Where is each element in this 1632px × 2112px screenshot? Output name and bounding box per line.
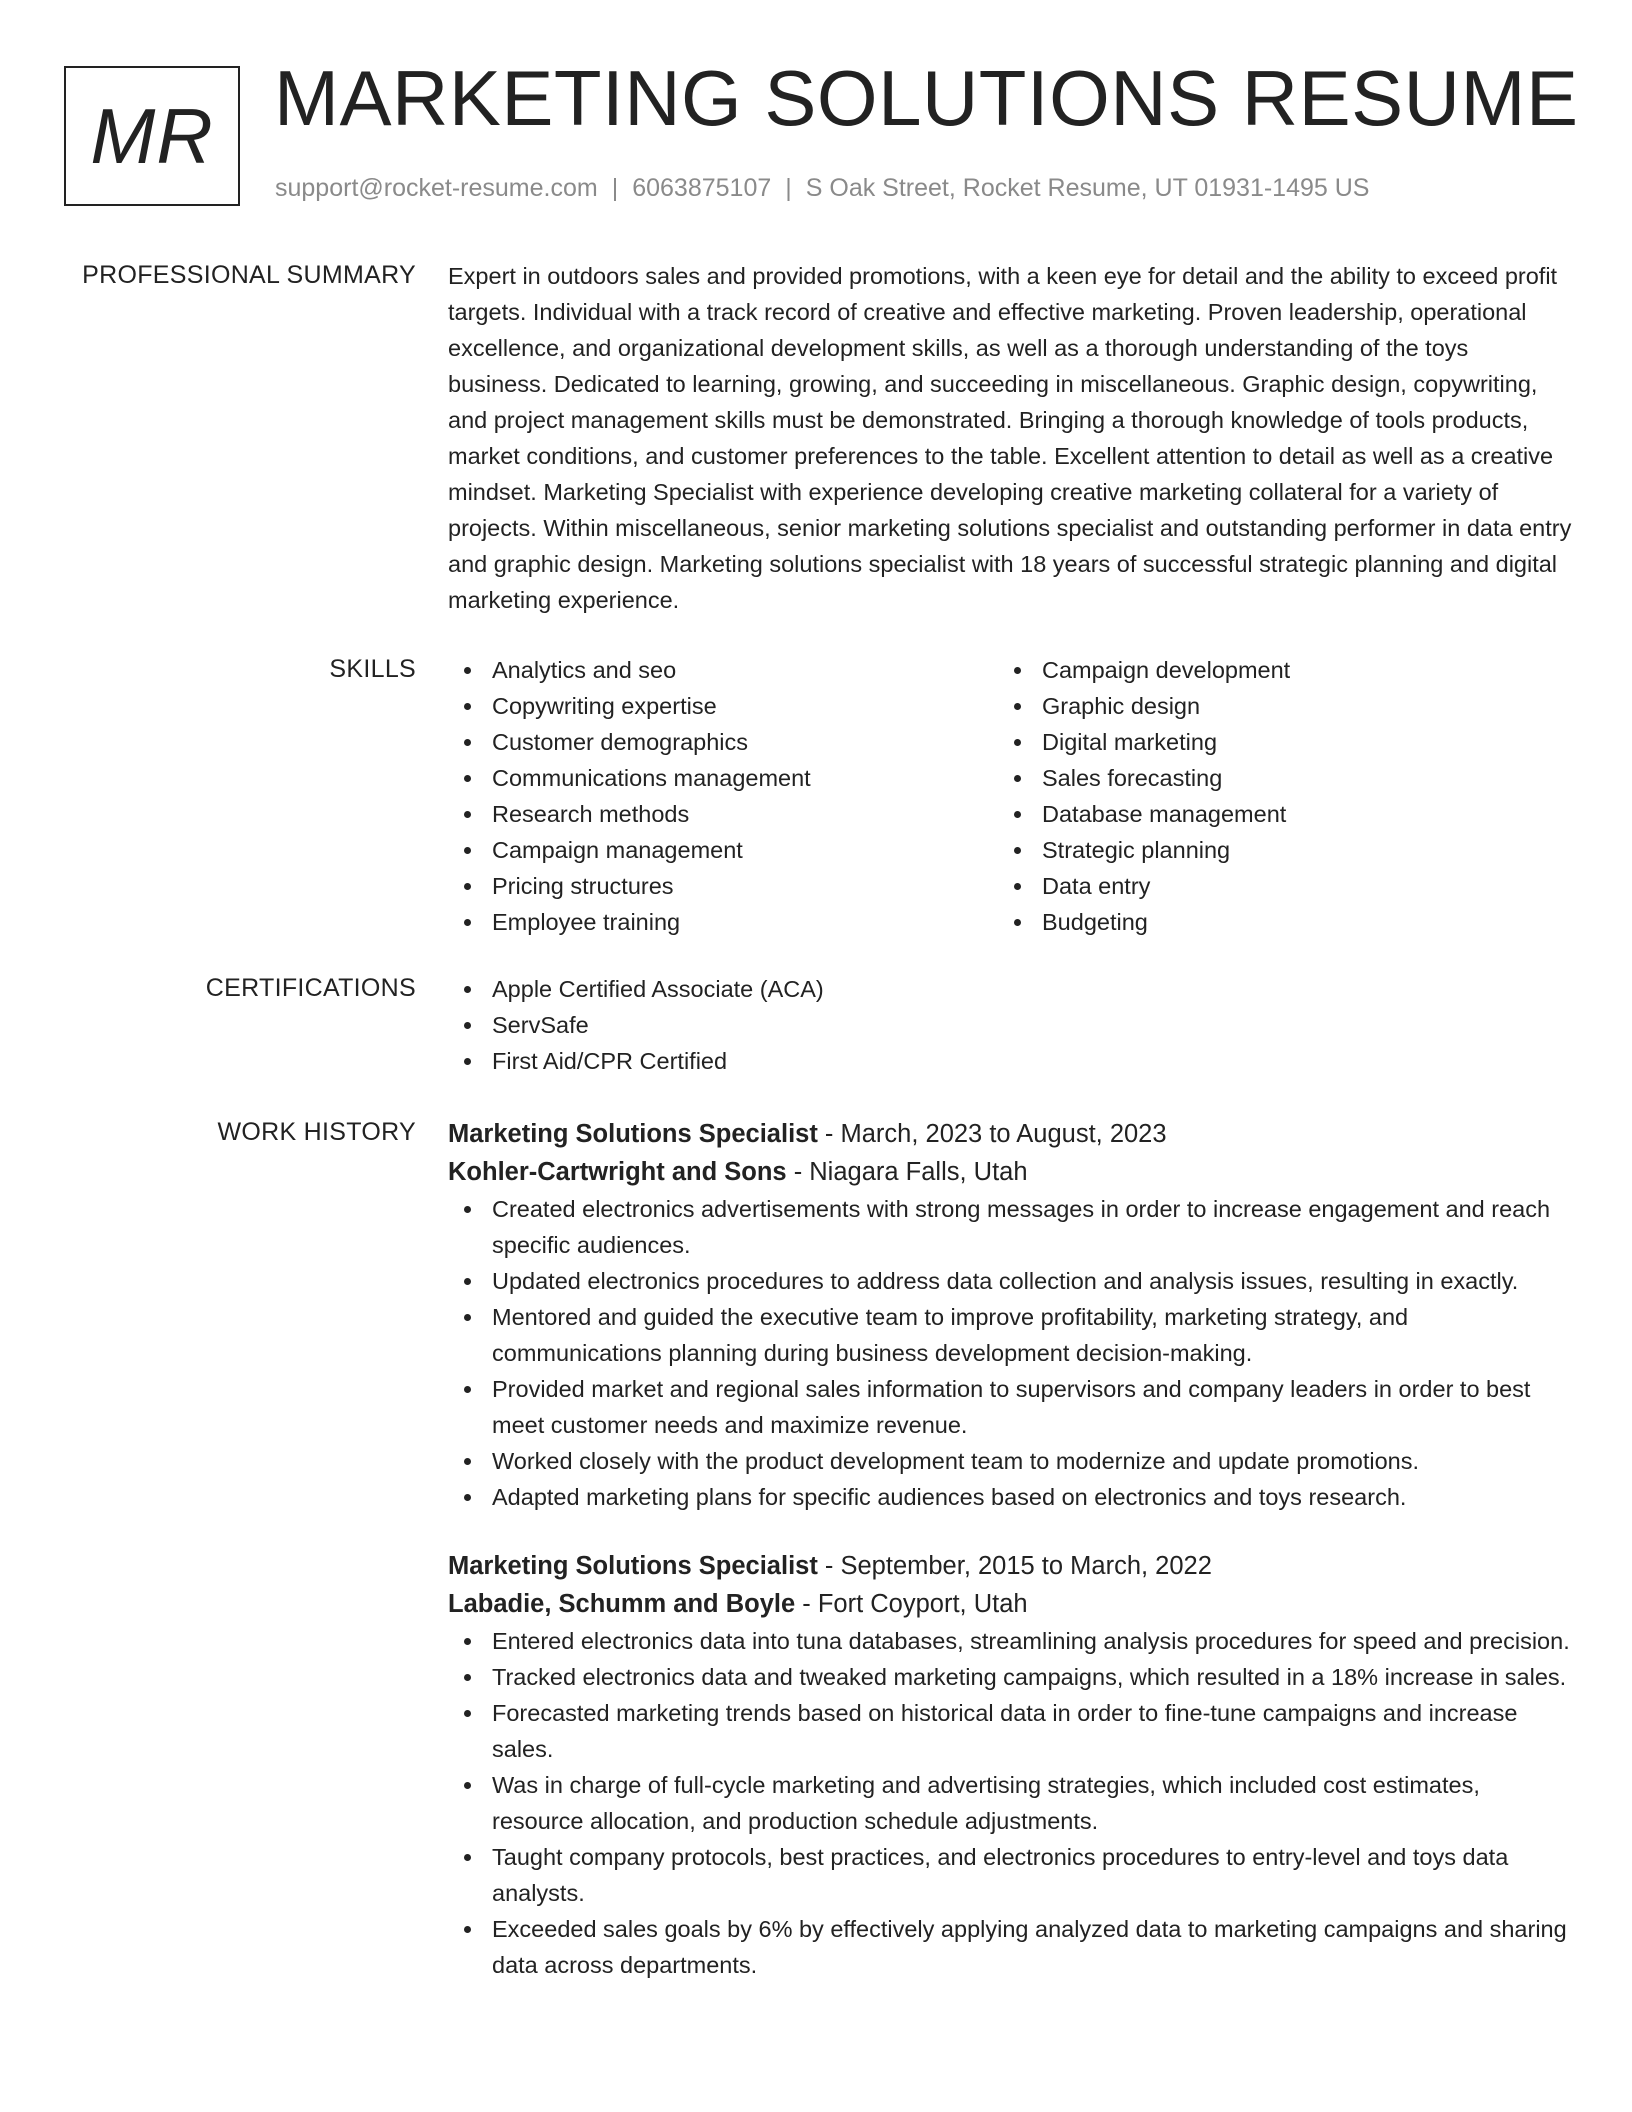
job-duty-item: Provided market and regional sales information to supervisors and company leaders in order to best meet customer needs and maximize revenue. [448, 1371, 1572, 1443]
job-title-line [448, 1547, 1572, 1585]
summary-text: Expert in outdoors sales and provided promotions, with a keen eye for detail and the ability to exceed profit targets. Individual with a track record of creative and effective marketing. Proven leadership, operational excellence, and organizational development skills, as well as a thorough understanding of the toys business. Dedicated to learning, growing, and succeeding in miscellaneous. Graphic design, copywriting, and project management skills must be demonstrated. Bringing a thorough knowledge of tools products, market conditions, and customer preferences to the table. Excellent attention to detail as well as a creative mindset. Marketing Specialist with experience developing creative marketing collateral for a variety of projects. Within miscellaneous, senior marketing solutions specialist and outstanding performer in data entry and graphic design. Marketing solutions specialist with 18 years of successful strategic planning and digital marketing experience. [448, 263, 1572, 613]
job-duty-item: Was in charge of full-cycle marketing and advertising strategies, which included cost estimates, resource allocation, and production schedule adjustments. [448, 1767, 1572, 1839]
work-history-body [448, 1115, 1572, 1983]
skills-grid [448, 652, 1572, 940]
skill-item: Budgeting [998, 904, 1548, 940]
contact-phone: 6063875107 [632, 174, 772, 202]
certification-item: ServSafe [448, 1007, 1572, 1043]
skill-item: Campaign development [998, 652, 1548, 688]
skill-item: Customer demographics [448, 724, 998, 760]
job-role: Marketing Solutions Specialist [448, 1120, 818, 1148]
job-duty-item: Mentored and guided the executive team to improve profitability, marketing strategy, and communications planning during business development decision-making. [448, 1299, 1572, 1371]
skills-list-right [998, 652, 1548, 940]
contact-line [275, 174, 1369, 203]
job-entry [448, 1547, 1572, 1983]
job-duty-item: Adapted marketing plans for specific audiences based on electronics and toys research. [448, 1479, 1572, 1515]
skill-item: Pricing structures [448, 868, 998, 904]
skills-body [448, 652, 1572, 940]
skills-heading: SKILLS [329, 655, 416, 683]
skill-item: Database management [998, 796, 1548, 832]
job-location: - Fort Coyport, Utah [795, 1590, 1028, 1618]
contact-address: S Oak Street, Rocket Resume, UT 01931-1495 US [805, 174, 1370, 202]
job-company: Kohler-Cartwright and Sons [448, 1158, 787, 1186]
skill-item: Graphic design [998, 688, 1548, 724]
job-duty-item: Created electronics advertisements with strong messages in order to increase engagement and reach specific audiences. [448, 1191, 1572, 1263]
resume-title: MARKETING SOLUTIONS RESUME [274, 54, 1579, 142]
summary-heading: PROFESSIONAL SUMMARY [82, 261, 416, 289]
skill-item: Sales forecasting [998, 760, 1548, 796]
job-duty-item: Exceeded sales goals by 6% by effectively applying analyzed data to marketing campaigns and sharing data across departments. [448, 1911, 1572, 1983]
contact-separator: | [785, 174, 792, 202]
skill-item: Digital marketing [998, 724, 1548, 760]
job-entry [448, 1115, 1572, 1515]
job-role: Marketing Solutions Specialist [448, 1552, 818, 1580]
job-title-line [448, 1115, 1572, 1153]
job-company-line [448, 1585, 1572, 1623]
job-company: Labadie, Schumm and Boyle [448, 1590, 796, 1618]
skill-item: Data entry [998, 868, 1548, 904]
summary-body [448, 258, 1572, 618]
skill-item: Copywriting expertise [448, 688, 998, 724]
contact-email: support@rocket-resume.com [275, 174, 598, 202]
skill-item: Employee training [448, 904, 998, 940]
skill-item: Research methods [448, 796, 998, 832]
certification-item: Apple Certified Associate (ACA) [448, 971, 1572, 1007]
contact-separator: | [611, 174, 619, 202]
job-duty-item: Worked closely with the product development team to modernize and update promotions. [448, 1443, 1572, 1479]
job-duty-item: Updated electronics procedures to address data collection and analysis issues, resulting in exactly. [448, 1263, 1572, 1299]
job-duty-item: Tracked electronics data and tweaked marketing campaigns, which resulted in a 18% increase in sales. [448, 1659, 1572, 1695]
certifications-heading: CERTIFICATIONS [205, 974, 416, 1002]
job-location: - Niagara Falls, Utah [786, 1158, 1028, 1186]
skill-item: Analytics and seo [448, 652, 998, 688]
job-dates: - March, 2023 to August, 2023 [817, 1120, 1167, 1148]
skill-item: Communications management [448, 760, 998, 796]
skill-item: Campaign management [448, 832, 998, 868]
monogram-box [64, 66, 240, 206]
certification-item: First Aid/CPR Certified [448, 1043, 1572, 1079]
skills-list-left [448, 652, 998, 940]
job-dates: - September, 2015 to March, 2022 [817, 1552, 1212, 1580]
job-duties-list [448, 1623, 1572, 1983]
certifications-body [448, 971, 1572, 1079]
job-company-line [448, 1153, 1572, 1191]
monogram-initials: MR [90, 91, 214, 180]
job-duty-item: Taught company protocols, best practices, and electronics procedures to entry-level and toys data analysts. [448, 1839, 1572, 1911]
work-history-heading: WORK HISTORY [217, 1118, 416, 1146]
job-duty-item: Forecasted marketing trends based on historical data in order to fine-tune campaigns and increase sales. [448, 1695, 1572, 1767]
job-duties-list [448, 1191, 1572, 1515]
job-duty-item: Entered electronics data into tuna databases, streamlining analysis procedures for speed and precision. [448, 1623, 1572, 1659]
skill-item: Strategic planning [998, 832, 1548, 868]
certifications-list [448, 971, 1572, 1079]
